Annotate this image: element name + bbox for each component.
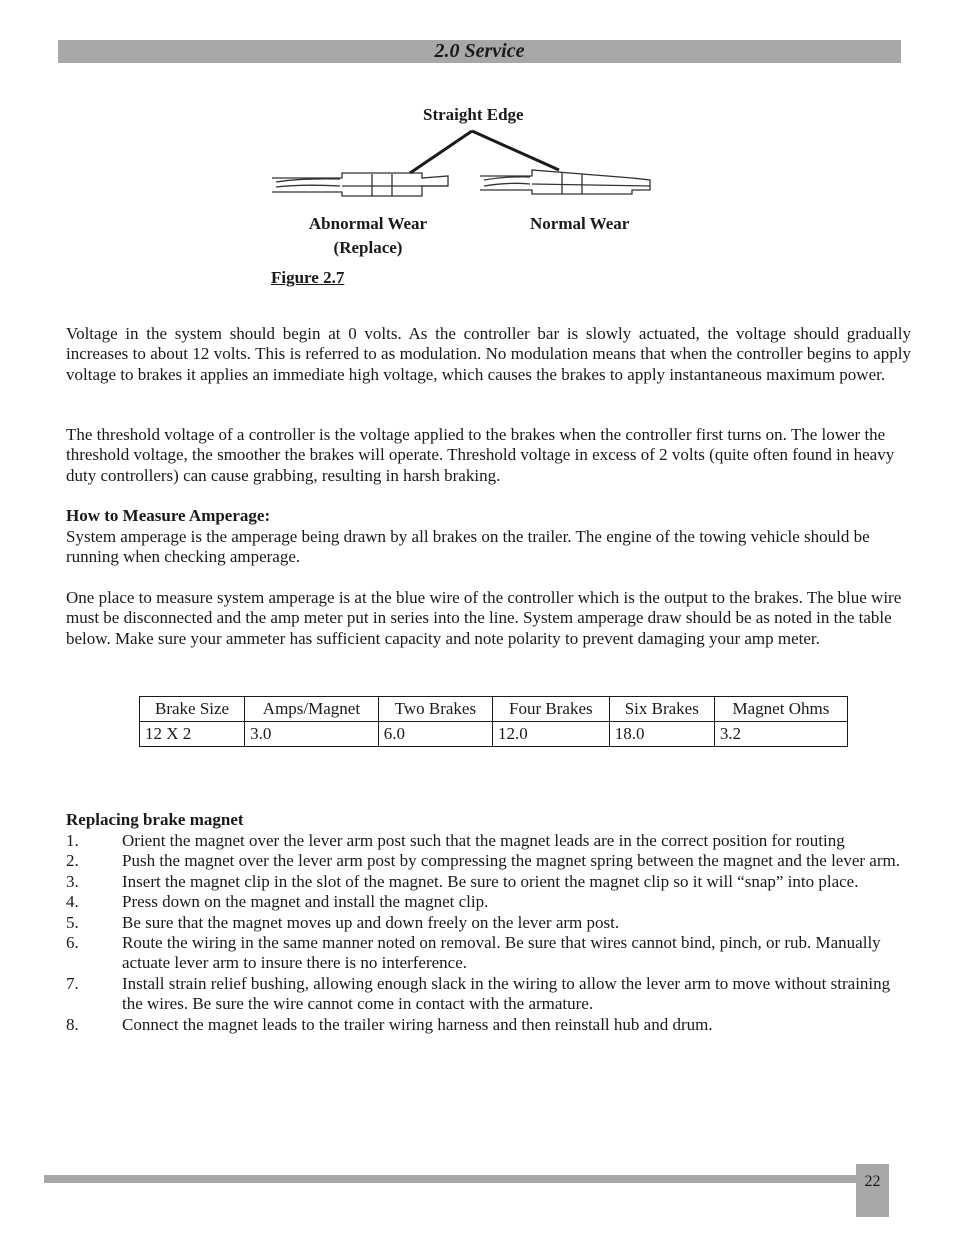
table-header-cell: Six Brakes: [609, 697, 714, 722]
step-number: 1.: [66, 831, 79, 850]
table-header-cell: Two Brakes: [378, 697, 492, 722]
step-number: 2.: [66, 851, 79, 871]
modulation-paragraph: Voltage in the system should begin at 0 volts. As the controller bar is slowly actuated, the voltage should gradually increases to about 12 volts. This is referred to as modulation. No modulation means that when the controller begins to apply voltage to brakes it applies an immediate high voltage, which causes the brakes to apply instantaneous maximum power.: [66, 324, 911, 384]
abnormal-wear-replace-note: (Replace): [333, 238, 403, 257]
step-text: Insert the magnet clip in the slot of the magnet. Be sure to orient the magnet clip so it will “snap” into place.: [122, 871, 859, 891]
table-cell: 6.0: [378, 722, 492, 747]
pointer-line-right: [472, 131, 559, 170]
pointer-line-left: [410, 131, 472, 173]
list-item: [66, 933, 911, 974]
table-cell: 3.2: [714, 722, 847, 747]
amperage-detail-paragraph: One place to measure system amperage is at the blue wire of the controller which is the output to the brakes. The blue wire must be disconnected and the amp meter put in series into the line. System amperage draw should be as noted in the table below. Make sure your ammeter has sufficient capacity and note polarity to prevent damaging your amp meter.: [66, 588, 902, 648]
list-item: [66, 913, 911, 933]
list-item: [66, 1015, 911, 1035]
table-cell: 12 X 2: [140, 722, 245, 747]
list-item: [66, 872, 911, 892]
list-item: [66, 851, 911, 871]
step-text: Route the wiring in the same manner noted on removal. Be sure that wires cannot bind, pinch, or rub. Manually actuate lever arm to insure there is no interference.: [122, 933, 881, 973]
table-row: [140, 722, 848, 747]
abnormal-wear-magnet: [272, 173, 448, 196]
normal-wear-label: Normal Wear: [530, 214, 630, 233]
page-number-box: [856, 1164, 889, 1217]
table-cell: 3.0: [245, 722, 379, 747]
step-text: Push the magnet over the lever arm post by compressing the magnet spring between the magnet and the lever arm.: [122, 851, 900, 871]
section-header-bar: [58, 40, 901, 63]
list-item: [66, 974, 911, 1015]
section-title: 2.0 Service: [434, 40, 525, 62]
step-text: Connect the magnet leads to the trailer wiring harness and then reinstall hub and drum.: [122, 1014, 713, 1034]
list-item: [66, 892, 911, 912]
step-text: Orient the magnet over the lever arm post such that the magnet leads are in the correct position for routing: [122, 831, 845, 850]
amperage-table: [139, 696, 848, 747]
list-item: [66, 831, 911, 851]
replacement-steps-list: [66, 831, 911, 1035]
step-number: 5.: [66, 912, 79, 932]
threshold-paragraph: The threshold voltage of a controller is the voltage applied to the brakes when the controller first turns on. The lower the threshold voltage, the smoother the brakes will operate. Threshold voltage in excess of 2 volts (quite often found in heavy duty controllers) can cause grabbing, resulting in harsh braking.: [66, 425, 895, 485]
straight-edge-label: Straight Edge: [423, 105, 524, 124]
table-header-cell: Four Brakes: [492, 697, 609, 722]
step-number: 6.: [66, 933, 79, 953]
table-header-cell: Magnet Ohms: [714, 697, 847, 722]
abnormal-wear-label: [298, 212, 438, 260]
amperage-intro-paragraph: System amperage is the amperage being drawn by all brakes on the trailer. The engine of the towing vehicle should be running when checking amperage.: [66, 527, 870, 567]
step-text: Install strain relief bushing, allowing enough slack in the wiring to allow the lever arm to move without straining the wires. Be sure the wire cannot come in contact with the armature.: [122, 973, 891, 1014]
table-header-row: [140, 697, 848, 722]
replacing-heading: Replacing brake magnet: [66, 810, 244, 829]
figure-caption: Figure 2.7: [271, 268, 345, 287]
amperage-heading: How to Measure Amperage:: [66, 506, 271, 525]
step-text: Be sure that the magnet moves up and down freely on the lever arm post.: [122, 912, 620, 932]
step-number: 4.: [66, 892, 79, 912]
table-header-cell: Brake Size: [140, 697, 245, 722]
table-header-cell: Amps/Magnet: [245, 697, 379, 722]
step-number: 7.: [66, 973, 79, 993]
footer-bar: [44, 1175, 856, 1183]
table-cell: 18.0: [609, 722, 714, 747]
normal-wear-magnet: [480, 170, 650, 194]
page-number: 22: [864, 1173, 881, 1190]
step-text: Press down on the magnet and install the magnet clip.: [122, 892, 489, 912]
table-cell: 12.0: [492, 722, 609, 747]
abnormal-wear-title: Abnormal Wear: [308, 214, 428, 233]
step-number: 8.: [66, 1014, 79, 1034]
step-number: 3.: [66, 871, 79, 891]
